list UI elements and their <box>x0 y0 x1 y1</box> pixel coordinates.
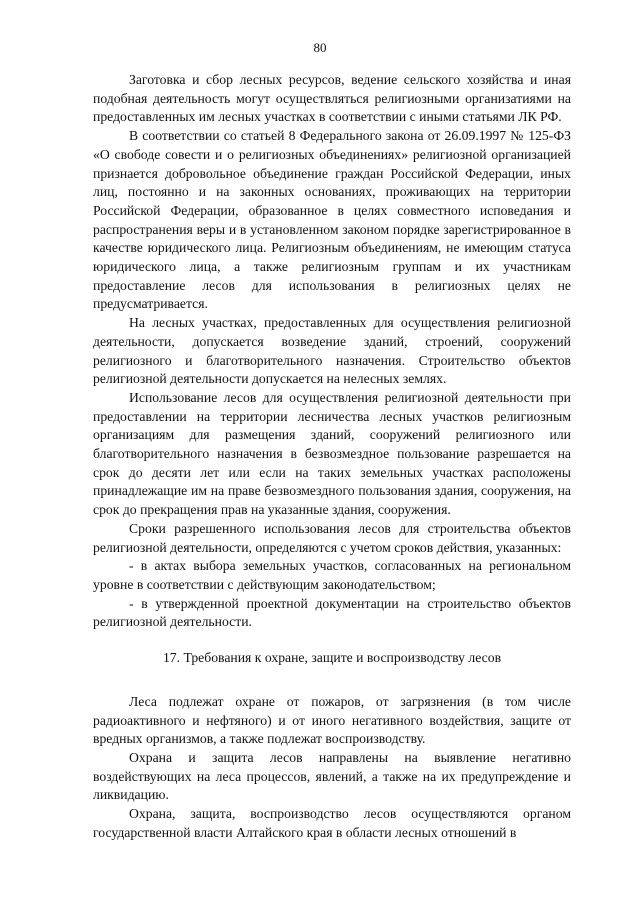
paragraph-religious-organization-definition: В соответствии со статьей 8 Федерального закона от 26.09.1997 № 125-ФЗ «О свободе совести и о религиозных объединениях» религиозной организацией признается добровольное объединение граждан Российской Федерации, иных лиц, постоянно и на законных основаниях, проживающих на территории Российской Федерации, образованное в целях совместного исповедания и распространения веры и в установленном законом порядке зарегистрированное в качестве юридического лица. Религиозным объединениям, не имеющим статуса юридического лица, а также религиозным группам и их участникам предоставление лесов для использования в религиозных целях не предусматривается. <box>93 128 571 312</box>
paragraph-forest-protection: Леса подлежат охране от пожаров, от загрязнения (в том числе радиоактивного и нефтяного) и от иного негативного воздействия, защите от вредных организмов, а также подлежат воспроизводству. <box>93 693 571 747</box>
list-item-land-selection-acts: - в актах выбора земельных участков, согласованных на региональном уровне в соответствии с действующим законодательством; <box>93 558 571 592</box>
paragraph-usage-term: Использование лесов для осуществления религиозной деятельности при предоставлении на территории лесничества лесных участков религиозным организациям для размещения зданий, сооружений религиозного или благотворительного назначения в безвозмездное пользование разрешается на срок до десяти лет или если на таких земельных участках расположены принадлежащие им на праве безвозмездного пользования здания, сооружения, на срок до прекращения прав на указанные здания, сооружения. <box>93 389 571 518</box>
paragraph-authority: Охрана, защита, воспроизводство лесов осуществляются органом государственной власти Алтайского края в области лесных отношений в <box>93 806 571 840</box>
section-heading: 17. Требования к охране, защите и воспроизводству лесов <box>162 650 502 666</box>
paragraph-forest-resources: Заготовка и сбор лесных ресурсов, ведение сельского хозяйства и иная подобная деятельность могут осуществляться религиозными организатиями на предоставленных им лесных участках в соответствии с иными статьями ЛК РФ. <box>93 72 571 125</box>
paragraph-construction-permitted: На лесных участках, предоставленных для осуществления религиозной деятельности, допускается возведение зданий, строений, сооружений религиозного и благотворительного назначения. Строительство объектов религиозной деятельности допускается на нелесных землях. <box>93 315 571 387</box>
list-item-project-documentation: - в утвержденной проектной документации на строительство объектов религиозной деятельности. <box>93 595 571 630</box>
document-body <box>93 71 571 842</box>
paragraph-terms-determined: Сроки разрешенного использования лесов для строительства объектов религиозной деятельности, определяются с учетом сроков действия, указанных: <box>93 520 571 555</box>
paragraph-protection-aims: Охрана и защита лесов направлены на выявление негативно воздействующих на леса процессов, явлений, а также на их предупреждение и ликвидацию. <box>93 749 571 803</box>
page-number: 80 <box>313 40 327 55</box>
